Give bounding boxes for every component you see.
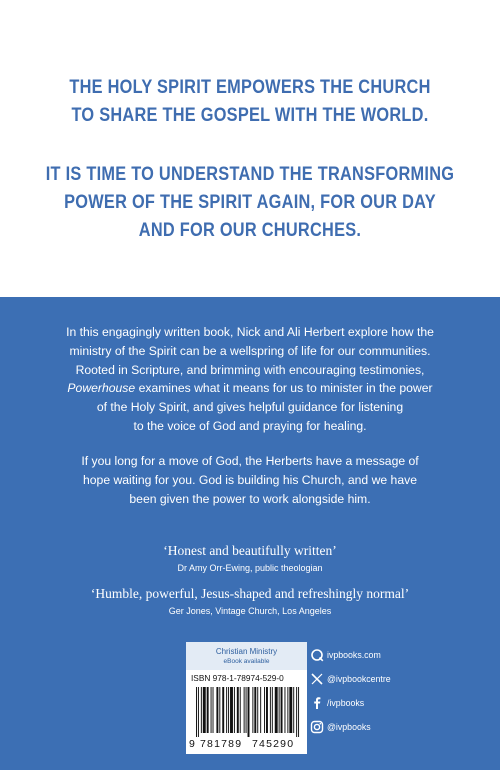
barcode-bar	[234, 687, 235, 733]
barcode-digit-group: 745290	[252, 738, 295, 750]
facebook-icon	[310, 696, 324, 710]
endorsement-source: Dr Amy Orr-Ewing, public theologian	[177, 563, 323, 573]
barcode-bar	[216, 687, 218, 733]
barcode-bar	[203, 687, 206, 733]
barcode-bar	[298, 687, 299, 737]
headline-line: TO SHARE THE GOSPEL WITH THE WORLD.	[71, 105, 429, 126]
barcode-bar	[272, 687, 273, 733]
social-link-x[interactable]	[310, 672, 490, 688]
barcode-bar	[252, 687, 253, 733]
social-handle: /ivpbooks	[327, 698, 365, 708]
barcode-bar	[222, 687, 224, 733]
description-line: to the voice of God and praying for healing.	[133, 418, 367, 433]
barcode-bar	[244, 687, 245, 733]
barcode-bar	[211, 687, 212, 733]
description-line: If you long for a move of God, the Herberts have a message of	[81, 454, 419, 468]
barcode-box	[186, 642, 307, 754]
social-link-facebook[interactable]	[310, 696, 490, 712]
barcode-bar	[207, 687, 209, 733]
barcode-digit-group: 781789	[200, 738, 243, 750]
headline-block-2	[35, 161, 465, 245]
barcode-bar	[246, 687, 247, 733]
instagram-icon	[310, 720, 324, 734]
social-handle: ivpbooks.com	[327, 650, 381, 660]
barcode-bar	[264, 687, 265, 733]
barcode-bar	[279, 687, 280, 733]
book-title: Powerhouse	[67, 381, 136, 396]
headline-section	[0, 0, 500, 297]
description-line	[20, 379, 480, 398]
barcode-bar	[226, 687, 227, 733]
social-handle: @ivpbookcentre	[327, 674, 391, 684]
x-icon	[310, 672, 324, 686]
barcode-bar	[296, 687, 297, 737]
social-handle: @ivpbooks	[327, 722, 371, 732]
endorsement-quote: ‘Humble, powerful, Jesus-shaped and refreshingly normal’	[90, 586, 410, 601]
barcode-digit-lead: 9	[189, 738, 195, 750]
barcode-bar	[254, 687, 256, 733]
barcode-bar	[275, 687, 278, 733]
social-link-website[interactable]	[310, 648, 490, 664]
barcode-digits	[186, 738, 307, 752]
barcode-bar	[284, 687, 285, 733]
description-line: ministry of the Spirit can be a wellspring of life for our communities.	[69, 343, 431, 358]
barcode-bar	[228, 687, 229, 733]
barcode-bar	[289, 687, 292, 733]
description-line: been given the power to work alongside him.	[129, 491, 371, 506]
headline-line: THE HOLY SPIRIT EMPOWERS THE CHURCH	[69, 77, 431, 98]
ivp-q-icon	[310, 648, 324, 662]
social-link-instagram[interactable]	[310, 720, 490, 736]
description-paragraph-1	[20, 323, 480, 436]
barcode-bar	[266, 687, 268, 733]
barcode-bar	[237, 687, 239, 733]
ebook-note: eBook available	[223, 658, 270, 665]
barcode-bar	[257, 687, 258, 733]
description-text: examines what it means for us to minister in the power	[135, 381, 433, 396]
headline-block-1	[35, 74, 465, 130]
headline-line: IT IS TIME TO UNDERSTAND THE TRANSFORMING	[45, 164, 455, 185]
description-line: of the Holy Spirit, and gives helpful guidance for listening	[96, 400, 404, 415]
barcode-bar	[240, 687, 241, 733]
barcode-bar	[260, 687, 261, 733]
description-line: In this engagingly written book, Nick and Ali Herbert explore how the	[66, 325, 434, 339]
headline-line: POWER OF THE SPIRIT AGAIN, FOR OUR DAY	[64, 192, 436, 213]
isbn-text: ISBN 978-1-78974-529-0	[191, 673, 284, 683]
description-line: Rooted in Scripture, and brimming with encouraging testimonies,	[75, 362, 425, 377]
endorsement-quote: ‘Honest and beautifully written’	[163, 543, 337, 558]
barcode-bar	[196, 687, 197, 737]
description-paragraph-2	[20, 452, 480, 508]
endorsement	[0, 543, 500, 575]
headline-line: AND FOR OUR CHURCHES.	[138, 220, 362, 241]
barcode-bar	[213, 687, 214, 733]
barcode-image	[196, 687, 301, 737]
description-line: hope waiting for you. God is building his Church, and we have	[82, 472, 417, 487]
barcode-bar	[281, 687, 283, 733]
category-label: Christian Ministry	[215, 647, 278, 656]
barcode-bar	[219, 687, 220, 733]
endorsement-source: Ger Jones, Vintage Church, Los Angeles	[168, 606, 332, 616]
barcode-bar	[287, 687, 288, 733]
endorsement	[0, 586, 500, 618]
barcode-bar	[198, 687, 199, 737]
category-strip	[186, 642, 307, 670]
barcode-bar	[230, 687, 233, 733]
barcode-bar	[201, 687, 202, 733]
barcode-bar	[248, 687, 250, 737]
barcode-bar	[270, 687, 271, 733]
description-panel	[0, 297, 500, 770]
barcode-bar	[293, 687, 294, 733]
